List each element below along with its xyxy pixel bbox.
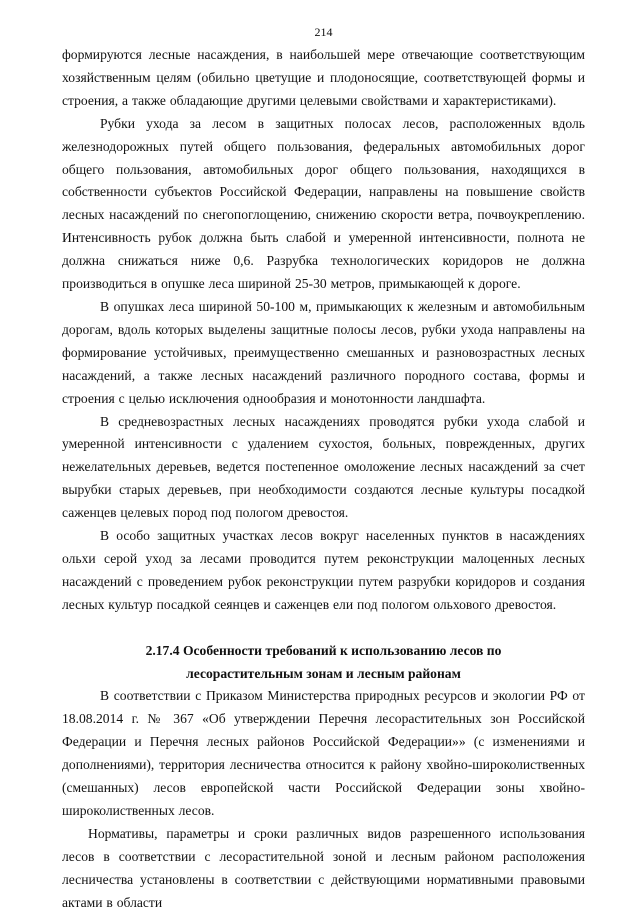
paragraph-continuation: формируются лесные насаждения, в наибольшей мере отвечающие соответствующим хозяйственным целям (обильно цветущие и плодоносящие, соответствующей формы и строения, а также обладающие другими целевыми свойствами и характеристиками). [62,47,585,108]
document-body [62,44,585,915]
page-number: 214 [314,25,333,39]
paragraph-special-protective-areas: В особо защитных участках лесов вокруг населенных пунктов в насаждениях ольхи серой уход за лесами проводится путем реконструкции малоценных лесных насаждений с проведением рубок реконструкции путем разрубки коридоров и создания лесных культур посадкой сеянцев и саженцев ели под пологом ольхового древостоя. [62,528,585,612]
section-heading [62,640,585,686]
paragraph-middle-aged-stands: В средневозрастных лесных насаждениях проводятся рубки ухода слабой и умеренной интенсивности с удалением сухостоя, больных, поврежденных, других нежелательных деревьев, ведется постепенное омоложение лесных насаждений за счет вырубки старых деревьев, при необходимости создаются лесные культуры посадкой саженцев целевых пород под пологом древостоя. [62,413,585,521]
document-page [62,0,585,910]
paragraph-forest-edges: В опушках леса шириной 50-100 м, примыкающих к железным и автомобильным дорогам, вдоль которых выделены защитные полосы лесов, рубки ухода направлены на формирование устойчивых, преимущественно смешанных и разновозрастных лесных насаждений, а также лесных насаждений различного породного состава, формы и строения с целью исключения однообразия и монотонности ландшафта. [62,298,585,406]
section-heading-line-1: 2.17.4 Особенности требований к использованию лесов по [145,642,502,658]
paragraph-norms: Нормативы, параметры и сроки различных видов разрешенного использования лесов в соответствии с лесорастительной зоной и лесным районом расположения лесничества установлены в соответствии с действующими нормативными правовыми актами в области [62,825,585,910]
section-heading-line-2: лесорастительным зонам и лесным районам [186,665,461,681]
paragraph-protective-strips: Рубки ухода за лесом в защитных полосах лесов, расположенных вдоль железнодорожных путей общего пользования, федеральных автомобильных дорог общего пользования, автомобильных дорог общего пользования, находящихся в собственности субъектов Российской Федерации, направлены на повышение свойств лесных насаждений по снегопоглощению, снижению скорости ветра, почвоукреплению. Интенсивность рубок должна быть слабой и умеренной интенсивности, полнота не должна снижаться ниже 0,6. Разрубка технологических коридоров не должна производиться в опушке леса шириной 25-30 метров, примыкающей к дороге. [62,115,585,292]
paragraph-order-reference: В соответствии с Приказом Министерства природных ресурсов и экологии РФ от 18.08.2014 г. № 367 «Об утверждении Перечня лесорастительных зон Российской Федерации и Перечня лесных районов Российской Федерации»» (с изменениями и дополнениями), территория лесничества относится к району хвойно-широколиственных (смешанных) лесов европейской части Российской Федерации зоны хвойно-широколиственных лесов. [62,688,585,818]
